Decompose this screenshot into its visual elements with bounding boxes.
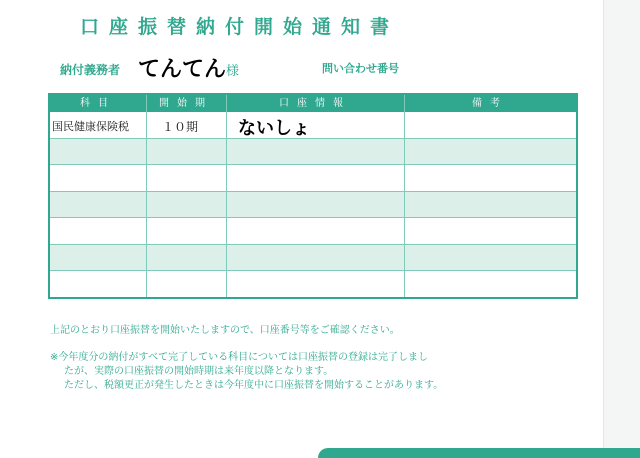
- cell-account-info: ないしょ: [238, 118, 310, 139]
- header-start-period: 開始期: [159, 98, 213, 109]
- notice-text: 上記のとおり口座振替を開始いたしますので、口座番号等をご確認ください。: [50, 325, 400, 336]
- header-account-info: 口座情報: [279, 98, 351, 109]
- cell-subject: 国民健康保険税: [52, 120, 129, 133]
- table-row: [50, 271, 576, 297]
- notice-asterisk-line1: ※今年度分の納付がすべて完了している科目については口座振替の登録は完了しまし: [50, 352, 428, 363]
- table-row: [50, 165, 576, 192]
- document-title: 口座振替納付開始通知書: [80, 16, 400, 38]
- table-row: [50, 218, 576, 245]
- taxpayer-label: 納付義務者: [60, 63, 121, 77]
- column-divider: [404, 95, 405, 297]
- account-table: [48, 93, 578, 299]
- bottom-strip: [318, 448, 640, 458]
- column-divider: [146, 95, 147, 297]
- notice-asterisk-line2: たが、実際の口座振替の開始時期は来年度以降となります。: [64, 366, 334, 377]
- cell-start-period: １０期: [162, 120, 199, 134]
- column-divider: [226, 95, 227, 297]
- table-row: [50, 139, 576, 165]
- inquiry-number-label: 問い合わせ番号: [322, 62, 399, 75]
- page-edge: [603, 0, 640, 458]
- table-row: [50, 245, 576, 271]
- header-remarks: 備考: [472, 98, 508, 109]
- table-row: [50, 192, 576, 218]
- honorific: 様: [226, 64, 240, 79]
- header-subject: 科目: [80, 98, 116, 109]
- taxpayer-name: てんてん: [138, 57, 227, 82]
- notice-asterisk-line3: ただし、税額更正が発生したときは今年度中に口座振替を開始することがあります。: [64, 380, 444, 391]
- table-header: [50, 95, 576, 112]
